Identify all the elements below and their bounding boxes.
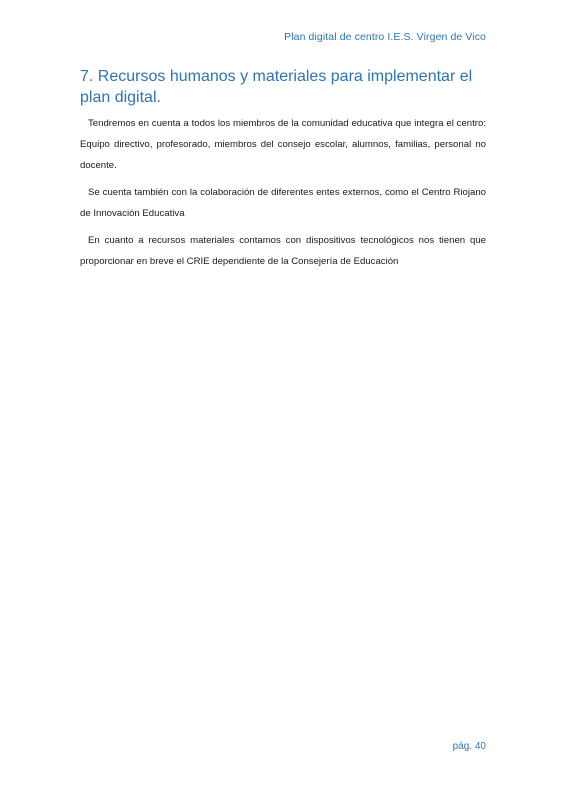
paragraph-material-resources: En cuanto a recursos materiales contamos con dispositivos tecnológicos nos tienen que proporcionar en breve el CRIE dependiente de la Consejería de Educación xyxy=(80,235,486,267)
page-number: pág. 40 xyxy=(452,741,486,752)
section-title: 7. Recursos humanos y materiales para implementar el plan digital. xyxy=(80,68,473,106)
paragraph-external-entities: Se cuenta también con la colaboración de diferentes entes externos, como el Centro Riojano de Innovación Educativa xyxy=(80,187,486,219)
page-header: Plan digital de centro I.E.S. Virgen de Vico xyxy=(284,31,486,43)
paragraph-human-resources: Tendremos en cuenta a todos los miembros de la comunidad educativa que integra el centro: Equipo directivo, profesorado, miembros del consejo escolar, alumnos, familias, personal no docente. xyxy=(80,118,486,171)
